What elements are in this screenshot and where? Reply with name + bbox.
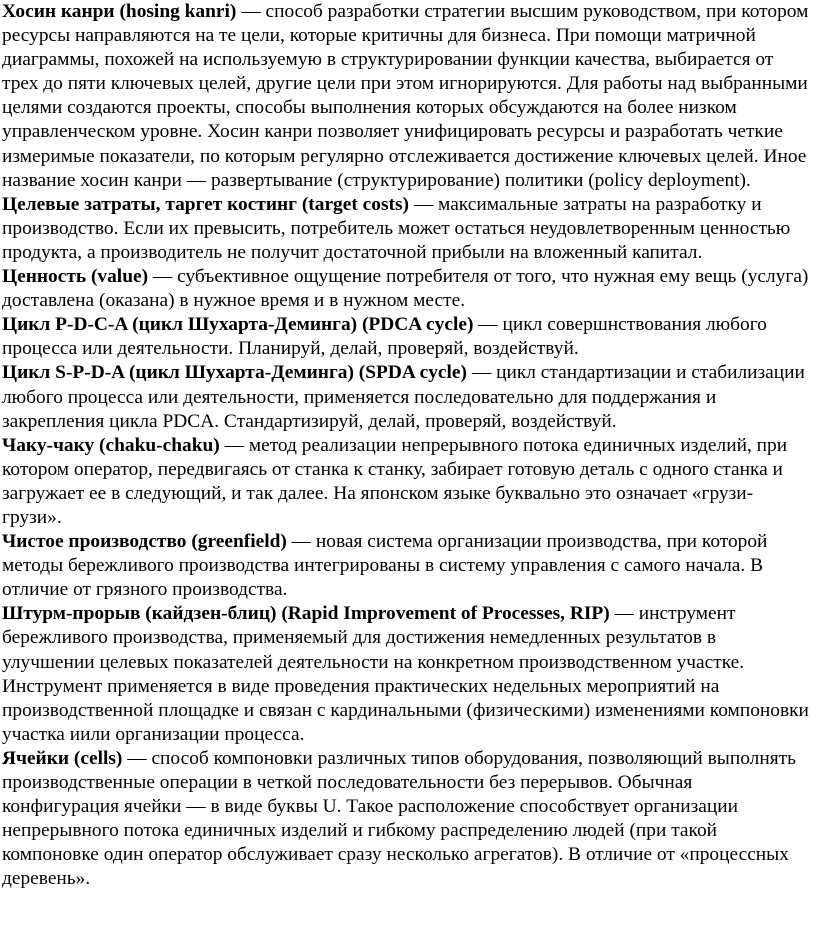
glossary-term: Ячейки (cells)	[2, 747, 123, 769]
glossary-term: Ценность (value)	[2, 266, 149, 288]
glossary-definition: — инструмент бережливого производства, применяемый для достижения немедленных результатов в улучшении целевых показателей деятельности на конкретном производственном участке. Инструмент применяется в виде проведения практических недельных мероприятий на производственной площадке и связан с кардинальными (физическими) изменениями компоновки участка иили организации процесса.	[2, 603, 809, 745]
glossary-entry-target-costs	[2, 193, 812, 265]
glossary-entry-chaku-chaku	[2, 434, 812, 530]
glossary-entry-spda-cycle	[2, 361, 812, 433]
glossary-term: Чаку-чаку (chaku-chaku)	[2, 434, 220, 456]
glossary-term: Цикл S-P-D-A (цикл Шухарта-Деминга) (SPDA cycle)	[2, 362, 467, 384]
glossary-definition: — субъективное ощущение потребителя от того, что нужная ему вещь (услуга) доставлена (оказана) в нужное время и в нужном месте.	[2, 266, 809, 312]
glossary-definition: — максимальные затраты на разработку и производство. Если их превысить, потребитель может остаться неудовлетворенным ценностью продукта, а производитель не получит достаточной прибыли на вложенный капитал.	[2, 193, 791, 263]
glossary-entry-value	[2, 265, 812, 313]
glossary-entry-greenfield	[2, 530, 812, 602]
glossary-definition: — цикл стандартизации и стабилизации любого процесса или деятельности, применяется последовательно для поддержания и закрепления цикла PDCA. Стандартизируй, делай, проверяй, воздействуй.	[2, 362, 805, 432]
glossary-definition: — новая система организации производства, при которой методы бережливого производства интегрированы в систему управления с самого начала. В отличие от грязного производства.	[2, 531, 768, 601]
glossary-definition: — цикл совершнствования любого процесса или деятельности. Планируй, делай, проверяй, воздействуй.	[2, 314, 767, 360]
glossary-term: Цикл P-D-C-A (цикл Шухарта-Деминга) (PDCA cycle)	[2, 314, 474, 336]
glossary-definition: — метод реализации непрерывного потока единичных изделий, при котором оператор, передвигаясь от станка к станку, забирает готовую деталь с одного станка и загружает ее в следующий, и так далее. На японском языке буквально это означает «грузи-грузи».	[2, 434, 788, 528]
glossary-term: Чистое производство (greenfield)	[2, 531, 287, 553]
glossary-entry-cells	[2, 747, 812, 892]
glossary-entry-hoshin-kanri	[2, 0, 812, 193]
glossary-definition: — способ компоновки различных типов оборудования, позволяющий выполнять производственные операции в четкой последовательности без перерывов. Обычная конфигурация ячейки — в виде буквы U. Такое расположение способствует организации непрерывного потока единичных изделий и гибкому распределению людей (при такой компоновке один оператор обслуживает сразу несколько агрегатов). В отличие от «процессных деревень».	[2, 747, 796, 890]
glossary-definition: — способ разработки стратегии высшим руководством, при котором ресурсы направляются на те цели, которые критичны для бизнеса. При помощи матричной диаграммы, похожей на используемую в структурировании функции качества, выбирается от трех до пяти ключевых целей, другие цели при этом игнорируются. Для работы над выбранными целями создаются проекты, способы выполнения которых обсуждаются на более низком управленческом уровне. Хосин канри позволяет унифицировать ресурсы и разработать четкие измеримые показатели, по которым регулярно отслеживается достижение ключевых целей. Иное название хосин канри — развертывание (структурирование) политики (policy deployment).	[2, 1, 809, 191]
glossary-term: Штурм-прорыв (кайдзен-блиц) (Rapid Improvement of Processes, RIP)	[2, 603, 610, 625]
glossary-entry-kaizen-blitz	[2, 602, 812, 747]
glossary-term: Хосин канри (hosing kanri)	[2, 1, 237, 22]
glossary-term: Целевые затраты, таргет костинг (target costs)	[2, 193, 409, 215]
glossary-entry-pdca-cycle	[2, 313, 812, 361]
